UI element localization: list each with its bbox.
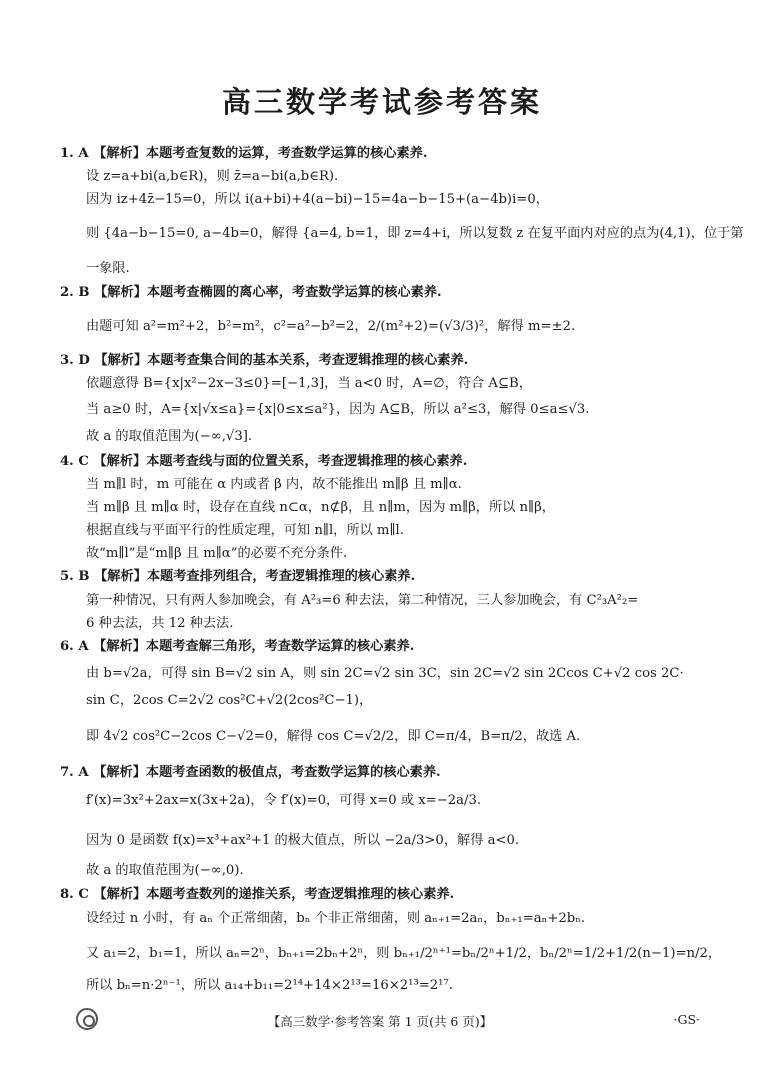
footer-code: ·GS· (673, 1012, 700, 1027)
answer-3-line: 当 a≥0 时，A={x|√x≤a}={x|0≤x≤a²}，因为 A⊆B，所以 a²≤3，解得 0≤a≤√3. (86, 402, 590, 417)
answer-6-line: 即 4√2 cos²C−2cos C−√2=0，解得 cos C=√2/2，即 C=π/4，B=π/2，故选 A. (86, 729, 581, 744)
answer-1-line: 一象限. (86, 261, 130, 276)
answer-8-heading: 8. C 【解析】本题考查数列的递推关系，考查逻辑推理的核心素养. (60, 887, 455, 902)
answer-1-line: 则 {4a−b−15=0, a−4b=0，解得 {a=4, b=1，即 z=4+i，所以复数 z 在复平面内对应的点为(4,1)，位于第 (86, 226, 744, 241)
answer-4-line: 当 m∥β 且 m∥α 时，设存在直线 n⊂α，n⊄β，且 n∥m，因为 m∥β，所以 n∥β， (86, 500, 555, 515)
answer-7-heading: 7. A 【解析】本题考查函数的极值点，考查数学运算的核心素养. (60, 765, 441, 780)
answer-7-line: 故 a 的取值范围为(−∞,0). (86, 863, 244, 878)
answer-7-line: f′(x)=3x²+2ax=x(3x+2a)，令 f′(x)=0，可得 x=0 或 x=−2a/3. (86, 793, 482, 808)
page-footer (60, 1010, 700, 1032)
answer-4-line: 当 m∥l 时，m 可能在 α 内或者 β 内，故不能推出 m∥β 且 m∥α. (86, 477, 462, 492)
answer-3-heading: 3. D 【解析】本题考查集合间的基本关系，考查逻辑推理的核心素养. (60, 353, 469, 368)
answer-1-heading: 1. A 【解析】本题考查复数的运算，考查数学运算的核心素养. (60, 146, 428, 161)
answer-1-line: 因为 iz+4z̄−15=0，所以 i(a+bi)+4(a−bi)−15=4a−b−15+(a−4b)i=0， (86, 192, 549, 207)
answer-8-line: 设经过 n 小时，有 aₙ 个正常细菌，bₙ 个非正常细菌，则 aₙ₊₁=2aₙ，bₙ₊₁=aₙ+2bₙ. (86, 911, 586, 926)
answer-6-line: 由 b=√2a，可得 sin B=√2 sin A，则 sin 2C=√2 sin 3C，sin 2C=√2 sin 2Ccos C+√2 cos 2C· (86, 666, 684, 681)
answer-2-heading: 2. B 【解析】本题考查椭圆的离心率，考查数学运算的核心素养. (60, 285, 442, 300)
answer-6-heading: 6. A 【解析】本题考查解三角形，考查数学运算的核心素养. (60, 639, 415, 654)
answer-7-line: 因为 0 是函数 f(x)=x³+ax²+1 的极大值点，所以 −2a/3>0，解得 a<0. (86, 833, 520, 848)
answer-4-line: 根据直线与平面平行的性质定理，可知 n∥l，所以 m∥l. (86, 523, 404, 538)
answer-1-line: 设 z=a+bi(a,b∈R)，则 z̄=a−bi(a,b∈R). (86, 169, 339, 184)
answer-5-line: 6 种去法，共 12 种去法. (86, 616, 234, 631)
answer-3-line: 依题意得 B={x|x²−2x−3≤0}=[−1,3]，当 a<0 时，A=∅，符合 A⊆B， (86, 376, 532, 391)
footer-page-info: 【高三数学·参考答案 第 1 页(共 6 页)】 (267, 1014, 493, 1029)
answer-6-line: sin C，2cos C=2√2 cos²C+√2(2cos²C−1)， (86, 693, 373, 708)
answer-4-line: 故“m∥l”是“m∥β 且 m∥α”的必要不充分条件. (86, 546, 348, 561)
answer-5-heading: 5. B 【解析】本题考查排列组合，考查逻辑推理的核心素养. (60, 569, 416, 584)
answer-5-line: 第一种情况，只有两人参加晚会，有 A²₃=6 种去法，第二种情况，三人参加晚会，有 C²₃A²₂= (86, 593, 639, 608)
page-title: 高三数学考试参考答案 (221, 85, 542, 119)
answer-4-heading: 4. C 【解析】本题考查线与面的位置关系，考查逻辑推理的核心素养. (60, 454, 468, 469)
answer-8-line: 又 a₁=2，b₁=1，所以 aₙ=2ⁿ，bₙ₊₁=2bₙ+2ⁿ，则 bₙ₊₁/2ⁿ⁺¹=bₙ/2ⁿ+1/2，bₙ/2ⁿ=1/2+1/2(n−1)=n/2， (86, 946, 722, 961)
answer-8-line: 所以 bₙ=n·2ⁿ⁻¹，所以 a₁₄+b₁₁=2¹⁴+14×2¹³=16×2¹³=2¹⁷. (86, 978, 453, 993)
answer-3-line: 故 a 的取值范围为(−∞,√3]. (86, 429, 253, 444)
answer-2-line: 由题可知 a²=m²+2，b²=m²，c²=a²−b²=2，2/(m²+2)=(√3/3)²，解得 m=±2. (86, 319, 576, 334)
